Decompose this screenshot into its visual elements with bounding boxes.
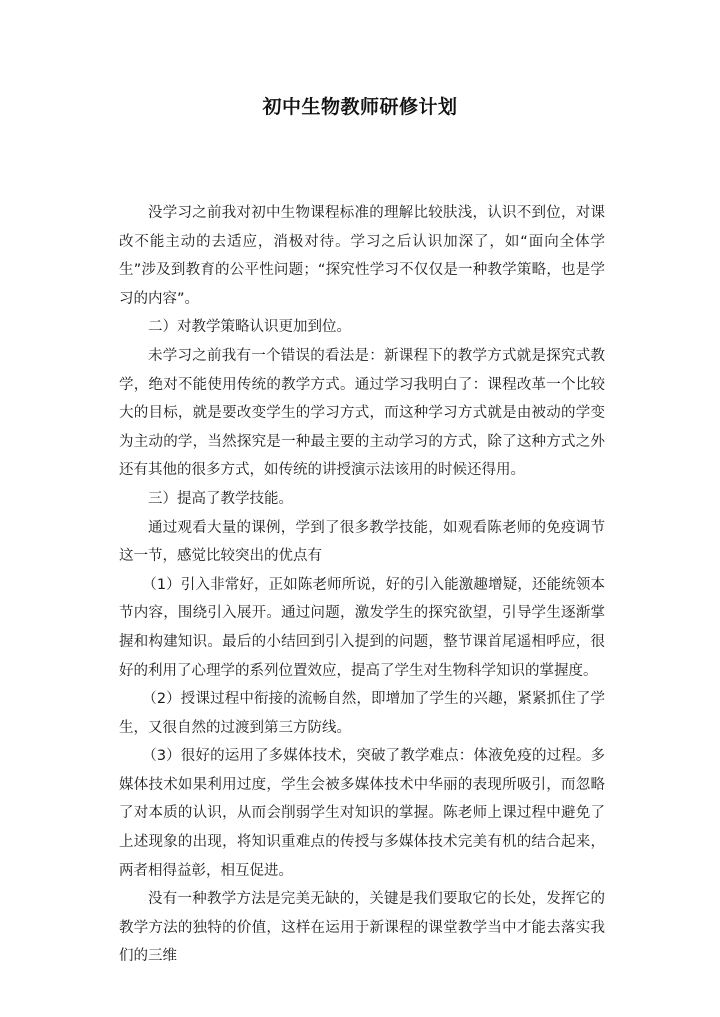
paragraph-conclusion: 没有一种教学方法是完美无缺的，关键是我们要取它的长处，发挥它的教学方法的独特的价值，这样在运用于新课程的课堂教学当中才能去落实我们的三维 (119, 891, 605, 965)
paragraph-understanding: 没学习之前我对初中生物课程标准的理解比较肤浅，认识不到位，对课改不能主动的去适应，消极对待。学习之后认识加深了，如“面向全体学生”涉及到教育的公平性问题；“探究性学习不仅仅是一种教学策略，也是学习的内容”。 (119, 205, 605, 307)
document-title: 初中生物教师研修计划 (262, 96, 458, 118)
document-body (119, 199, 605, 971)
paragraph-skills: 通过观看大量的课例，学到了很多教学技能，如观看陈老师的免疫调节这一节，感觉比较突出的优点有 (119, 519, 605, 565)
point-2: （2）授课过程中衔接的流畅自然，即增加了学生的兴趣，紧紧抓住了学生，又很自然的过渡到第三方防线。 (119, 691, 605, 736)
point-1: （1）引入非常好，正如陈老师所说，好的引入能激趣增疑，还能统领本节内容，围绕引入展开。通过问题，激发学生的探究欲望，引导学生逐渐掌握和构建知识。最后的小结回到引入提到的问题，整节课首尾遥相呼应，很好的利用了心理学的系列位置效应，提高了学生对生物科学知识的掌握度。 (119, 576, 605, 679)
paragraph-strategy: 未学习之前我有一个错误的看法是：新课程下的教学方式就是探究式教学，绝对不能使用传统的教学方式。通过学习我明白了：课程改革一个比较大的目标，就是要改变学生的学习方式，而这种学习方式就是由被动的学变为主动的学，当然探究是一种最主要的主动学习的方式，除了这种方式之外还有其他的很多方式，如传统的讲授演示法该用的时候还得用。 (119, 347, 605, 479)
heading-strategy: 二）对教学策略认识更加到位。 (148, 319, 351, 336)
point-3: （3）很好的运用了多媒体技术，突破了教学难点：体液免疫的过程。多媒体技术如果利用过度，学生会被多媒体技术中华丽的表现所吸引，而忽略了对本质的认识，从而会削弱学生对知识的掌握。陈老师上课过程中避免了上述现象的出现，将知识重难点的传授与多媒体技术完美有机的结合起来，两者相得益彰，相互促进。 (119, 748, 605, 879)
heading-skills: 三）提高了教学技能。 (148, 490, 293, 507)
